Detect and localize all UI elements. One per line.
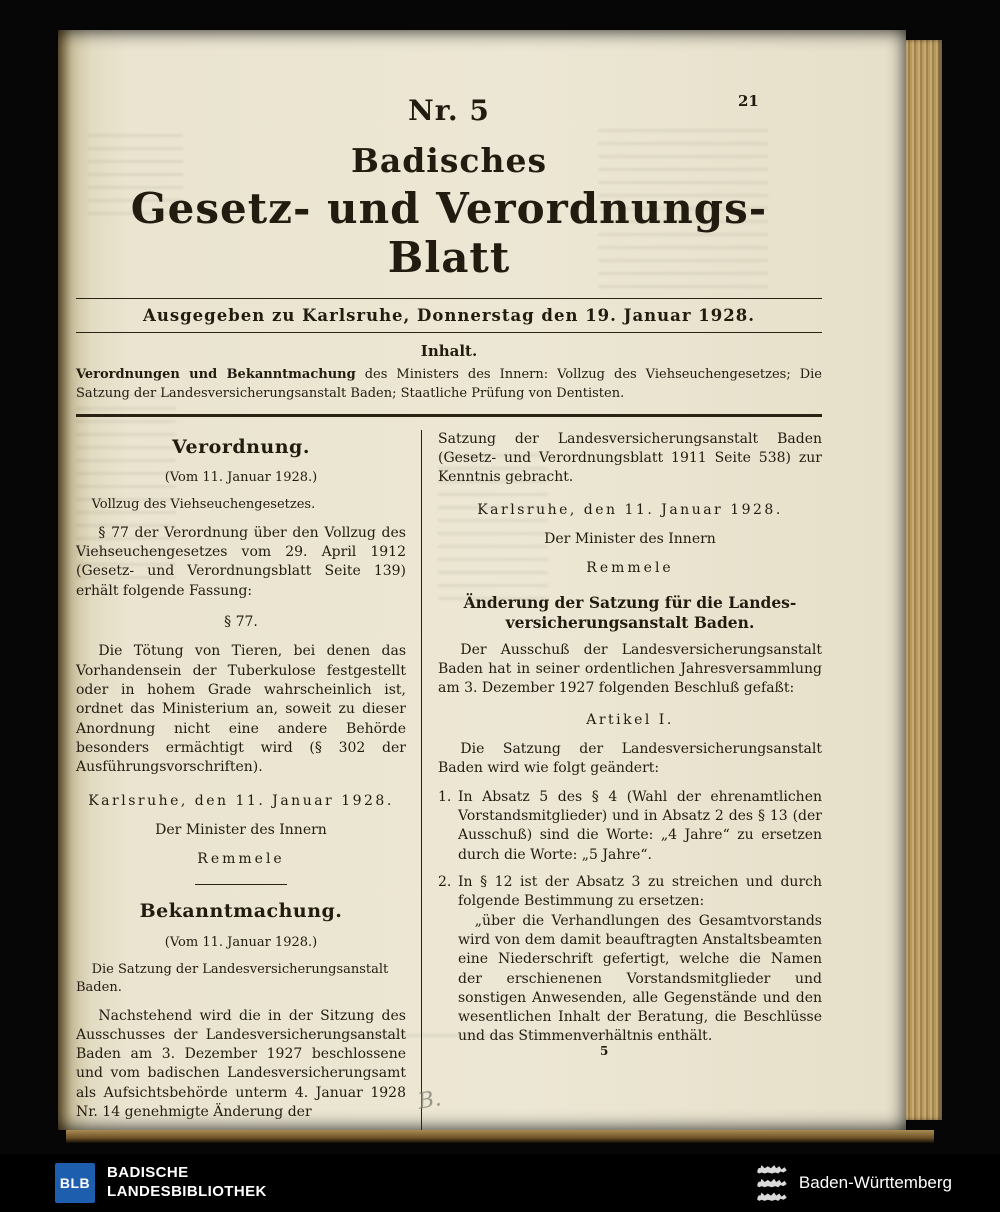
coat-of-arms-icon bbox=[755, 1162, 789, 1204]
divider-thick bbox=[76, 414, 822, 417]
list-text-intro: In § 12 ist der Absatz 3 zu streichen und durch folgende Bestimmung zu ersetzen: bbox=[458, 873, 822, 910]
place-dateline: Karlsruhe, den 11. Januar 1928. bbox=[477, 501, 783, 518]
toc-paragraph bbox=[76, 366, 822, 404]
amendment-heading bbox=[438, 593, 822, 633]
library-name-line1: BADISCHE bbox=[107, 1164, 189, 1182]
book-page-stack-edge bbox=[906, 40, 942, 1120]
list-text: In Absatz 5 des § 4 (Wahl der ehrenamtlichen Vorstandsmitglieder) und in Absatz 2 des § 13 (der Ausschuß) sind die Worte: „4 Jahre“ zu ersetzen durch die Worte: „5 Jahre“. bbox=[458, 788, 822, 863]
scanned-page bbox=[58, 30, 906, 1130]
list-number: 2. bbox=[438, 873, 452, 890]
section-heading-verordnung: Verordnung. bbox=[172, 435, 310, 458]
list-text-quote: „über die Verhandlungen des Gesamtvorstands wird von dem damit beauftragten Anstaltsbeamten eine Niederschrift gefertigt, welche die Namen der erschienenen Vorstandsmitglieder und sonstigen Anwesenden, alle Gegenstände und den wesentlichen Inhalt der Beratung, die Beschlüsse und das Stimmenverhältnis enthält. bbox=[458, 912, 822, 1045]
article-heading: Artikel I. bbox=[586, 711, 674, 728]
list-item bbox=[438, 873, 822, 1047]
paragraph: Nachstehend wird die in der Sitzung des Ausschusses der Landesversicherungsanstalt Baden am 3. Dezember 1927 beschlossene und vom badischen Landesversicherungsamt als Aufsichtsbehörde unterm 4. Januar 1928 Nr. 14 genehmigte Änderung der bbox=[76, 1007, 406, 1121]
masthead-title-line1: Badisches bbox=[350, 141, 548, 180]
masthead-title-line2: Gesetz- und Verordnungs-Blatt bbox=[130, 184, 768, 282]
library-name bbox=[107, 1164, 267, 1202]
paragraph: Die Satzung der Landesversicherungsanstalt Baden wird wie folgt geändert: bbox=[438, 741, 822, 777]
blb-logo: BLB bbox=[55, 1163, 95, 1203]
page-number: 21 bbox=[738, 92, 759, 110]
state-name: Baden-Württemberg bbox=[798, 1173, 952, 1192]
toc-rest: des Ministers des Innern: Vollzug des Viehseuchengesetzes; Die Satzung der Landesversicherungsanstalt Baden; Staatliche Prüfung von Dentisten. bbox=[76, 367, 822, 401]
masthead-issue-number: Nr. 5 bbox=[408, 94, 490, 127]
two-column-body bbox=[76, 430, 822, 1132]
signature: Remmele bbox=[586, 560, 674, 577]
section-mark: § 77. bbox=[224, 614, 258, 631]
library-name-line2: LANDESBIBLIOTHEK bbox=[107, 1183, 267, 1200]
print-area bbox=[76, 86, 822, 1131]
paragraph: Der Ausschuß der Landesversicherungsanstalt Baden hat in seiner ordentlichen Jahresversammlung am 3. Dezember 1927 folgenden Beschluß gefaßt: bbox=[438, 641, 822, 697]
divider bbox=[76, 332, 822, 333]
paragraph: Die Tötung von Tieren, bei denen das Vorhandensein der Tuberkulose festgestellt oder in hohem Grade wahrscheinlich ist, ordnet das Ministerium an, soweit zu dieser Anordnung nicht eine andere Behörde besonders ermächtigt wird (§ 302 der Ausführungsvorschriften). bbox=[76, 643, 406, 776]
section-divider bbox=[195, 884, 287, 885]
subject-line: Die Satzung der Landesversicherungsanstalt Baden. bbox=[76, 961, 389, 995]
amendment-heading-line2: versicherungsanstalt Baden. bbox=[505, 612, 755, 632]
toc-heading: Inhalt. bbox=[420, 342, 478, 360]
right-column bbox=[422, 430, 822, 1132]
signature: Remmele bbox=[197, 851, 285, 868]
library-footer-bar bbox=[0, 1154, 1000, 1212]
toc-lead: Verordnungen und Bekanntmachung bbox=[76, 367, 356, 382]
paragraph-continuation: Satzung der Landesversicherungsanstalt Baden (Gesetz- und Verordnungsblatt 1911 Seite 538) zur Kenntnis gebracht. bbox=[438, 430, 822, 486]
list-number: 1. bbox=[438, 788, 452, 805]
minister-line: Der Minister des Innern bbox=[155, 821, 327, 838]
section-heading-bekanntmachung: Bekanntmachung. bbox=[139, 900, 343, 923]
masthead-imprint: Ausgegeben zu Karlsruhe, Donnerstag den 19. Januar 1928. bbox=[143, 306, 755, 325]
dateline: (Vom 11. Januar 1928.) bbox=[164, 934, 318, 950]
handwritten-pencil-mark: B. bbox=[416, 1086, 444, 1115]
left-column bbox=[76, 430, 422, 1132]
list-text bbox=[458, 873, 822, 1047]
dateline: (Vom 11. Januar 1928.) bbox=[164, 469, 318, 485]
book-bottom-edge bbox=[66, 1130, 934, 1143]
amendment-heading-line1: Änderung der Satzung für die Landes- bbox=[463, 592, 797, 612]
paragraph: § 77 der Verordnung über den Vollzug des Viehseuchengesetzes vom 29. April 1912 (Gesetz- und Verordnungsblatt Seite 139) erhält folgende Fassung: bbox=[76, 524, 406, 599]
sheet-signature-mark: 5 bbox=[600, 1044, 609, 1058]
divider bbox=[76, 298, 822, 299]
subject-line: Vollzug des Viehseuchengesetzes. bbox=[91, 496, 316, 512]
list-item bbox=[438, 788, 822, 865]
minister-line: Der Minister des Innern bbox=[544, 530, 716, 547]
place-dateline: Karlsruhe, den 11. Januar 1928. bbox=[88, 792, 394, 809]
